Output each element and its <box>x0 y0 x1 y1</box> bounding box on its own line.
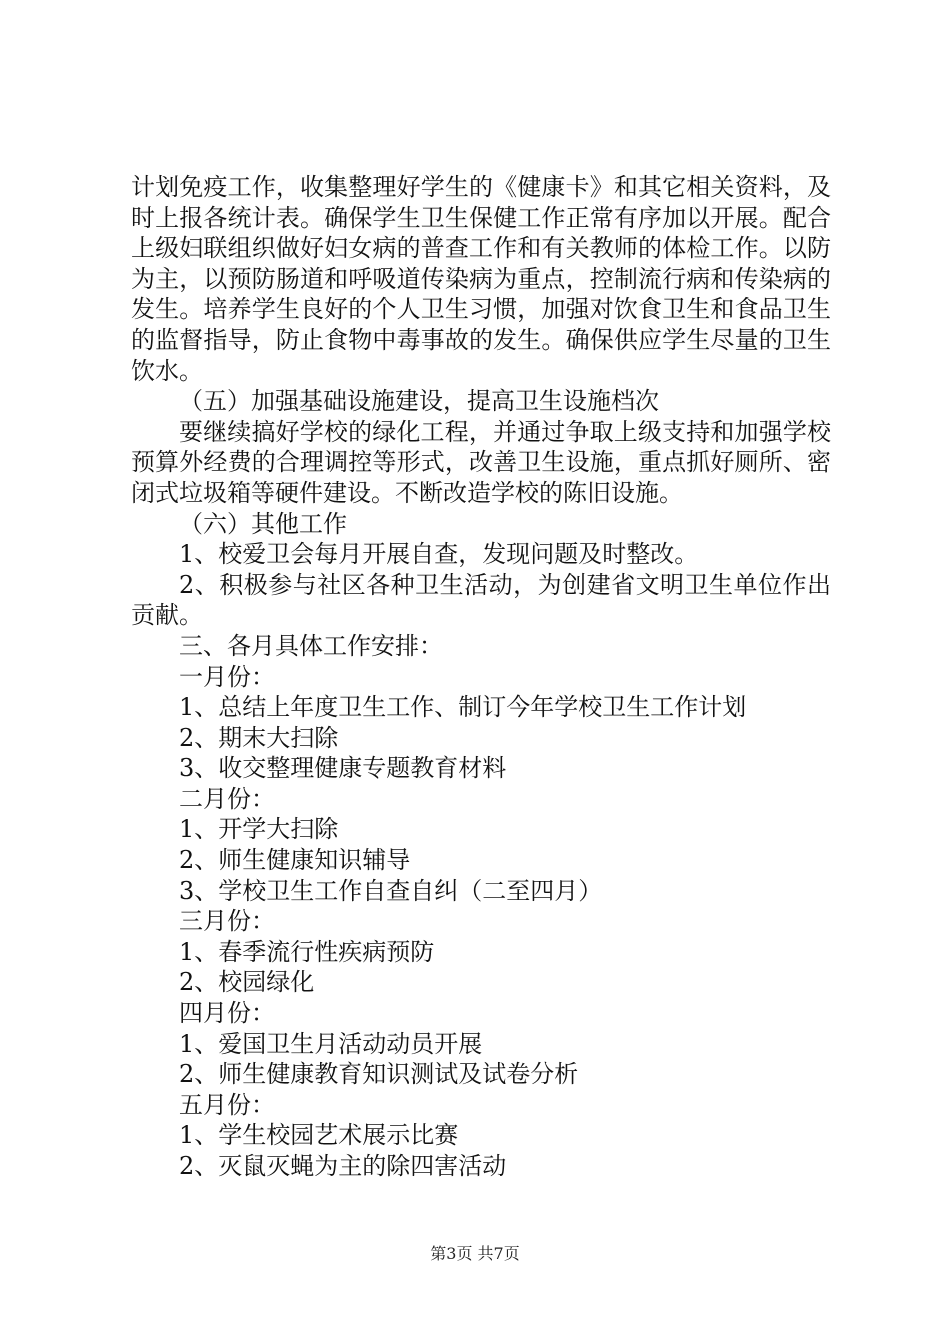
list-item: 1、春季流行性疾病预防 <box>179 937 435 966</box>
paragraph: 要继续搞好学校的绿化工程，并通过争取上级支持和加强学校预算外经费的合理调控等形式，改善卫生设施，重点抓好厕所、密闭式垃圾箱等硬件建设。不断改造学校的陈旧设施。 <box>131 417 831 507</box>
list-item: 1、总结上年度卫生工作、制订今年学校卫生工作计划 <box>179 693 747 722</box>
section-heading-6: （六）其他工作 <box>179 509 347 538</box>
list-item: 1、学生校园艺术展示比赛 <box>179 1121 459 1150</box>
month-heading: 二月份： <box>179 784 275 813</box>
document-body <box>131 172 831 1182</box>
list-item: 1、开学大扫除 <box>179 815 339 844</box>
list-item: 2、师生健康教育知识测试及试卷分析 <box>179 1060 579 1089</box>
month-heading: 五月份： <box>179 1090 275 1119</box>
list-item: 3、收交整理健康专题教育材料 <box>179 754 507 783</box>
list-item: 2、灭鼠灭蝇为主的除四害活动 <box>179 1152 507 1180</box>
page-number-footer: 第3页 共7页 <box>430 1244 520 1263</box>
list-item: 1、爱国卫生月活动动员开展 <box>179 1029 483 1058</box>
list-item: 2、校园绿化 <box>179 968 315 997</box>
month-heading: 一月份： <box>179 662 275 691</box>
month-heading: 四月份： <box>179 999 275 1028</box>
list-item: 2、期末大扫除 <box>179 723 339 752</box>
month-heading: 三月份： <box>179 907 275 936</box>
paragraph-continuation: 计划免疫工作，收集整理好学生的《健康卡》和其它相关资料，及时上报各统计表。确保学生卫生保健工作正常有序加以开展。配合上级妇联组织做好妇女病的普查工作和有关教师的体检工作。以防为主，以预防肠道和呼吸道传染病为重点，控制流行病和传染病的发生。培养学生良好的个人卫生习惯，加强对饮食卫生和食品卫生的监督指导，防止食物中毒事故的发生。确保供应学生尽量的卫生饮水。 <box>131 173 831 385</box>
section-heading-3: 三、各月具体工作安排： <box>179 631 443 660</box>
list-item: 2、师生健康知识辅导 <box>179 846 411 875</box>
list-item: 2、积极参与社区各种卫生活动，为创建省文明卫生单位作出贡献。 <box>131 570 831 630</box>
section-heading-5: （五）加强基础设施建设，提高卫生设施档次 <box>179 387 659 416</box>
list-item: 1、校爱卫会每月开展自查，发现问题及时整改。 <box>179 540 699 569</box>
list-item: 3、学校卫生工作自查自纠（二至四月） <box>179 876 603 905</box>
